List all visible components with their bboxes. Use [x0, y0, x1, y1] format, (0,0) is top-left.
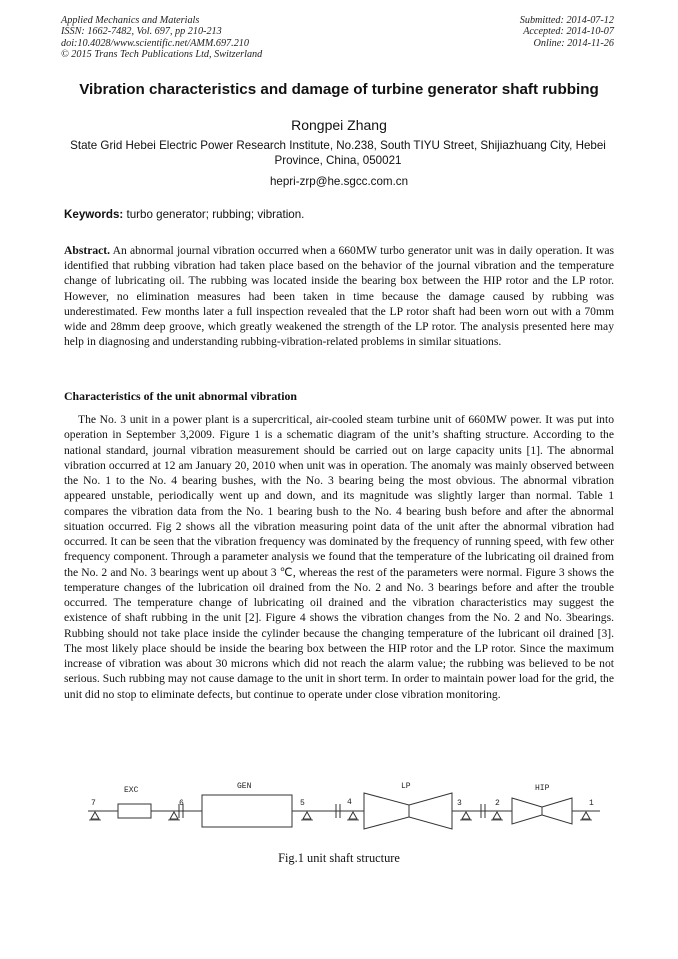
abstract-text: An abnormal journal vibration occurred when a 660MW turbo generator unit was in daily operation. It was identified that rubbing vibration had taken place based on the behavior of the journal vibration and the temperature change of lubricating oil. The rubbing was located inside the bearing box between the HIP rotor and the LP rotor. However, no elimination measures had been taken in time because the damage caused by rubbing was underestimated. Few months later a full inspection revealed that the LP rotor shaft had been worn out with a 70mm wide and 28mm deep groove, which greatly weakened the strength of the LP rotor. The analysis presented here may help in diagnosing and understanding rubbing-vibration-related problems in similar situations. [64, 244, 614, 349]
accepted-date: Accepted: 2014-10-07 [523, 26, 614, 38]
bearing-number: 1 [589, 799, 594, 808]
keywords-text: turbo generator; rubbing; vibration. [123, 208, 305, 221]
gen-rotor [202, 795, 292, 827]
abstract-label: Abstract. [64, 244, 111, 257]
body-paragraph: The No. 3 unit in a power plant is a supercritical, air-cooled steam turbine unit of 660MW power. It was put into operation in September 3,2009. Figure 1 is a schematic diagram of the unit’s shafting structure. According to the national standard, journal vibration measurement should be carried out on large capacity units [1]. The abnormal vibration occurred at 12 am January 20, 2010 when unit was in operation. The anomaly was mainly observed between the No. 1 to the No. 4 bearing bushes, with the No. 3 bearing being the most obvious. The abnormal vibration appeared unstable, periodically went up and down, and its magnitude was slightly larger than normal. Table 1 compares the vibration data from the No. 1 bearing bush to the No. 4 bearing bush before and after the abnormal situation occurred. Fig 2 shows all the vibration measuring point data of the unit after the abnormal vibration had occurred. It can be seen that the vibration frequency was dominated by the frequency of running speed, with few other frequency component. Through a parameter analysis we found that the temperature of the lubricating oil drained from the No. 2 and No. 3 bearings went up about 3 ℃, whereas the rest of the parameters were normal. Figure 3 shows the temperature changes of the lubrication oil drained from the No. 2 and No. 3 bearings before and after the trouble occurred. The temperature change of lubricating oil drained and the vibration characteristics may suggest the existence of shaft rubbing in the unit [2]. Figure 4 shows the vibration changes from the No. 2 and No. 3bearings. Rubbing should not take place inside the cylinder because the changing temperature of the lubricant oil drained [3]. The most likely place should be inside the bearing box between the HIP rotor and the LP rotor. Since the maximum increase of vibration was about 30 microns which did not reach the alarm value; the rubbing was believed to be not serious. Such rubbing may not cause damage to the unit in short term. In order to maintain power load for the grid, the unit did no stop to eliminate defects, but continue to operate under close vibration monitoring. [64, 413, 614, 701]
label-exc: EXC [124, 786, 139, 795]
journal-issn: ISSN: 1662-7482, Vol. 697, pp 210-213 [61, 26, 222, 38]
bearing-number: 4 [347, 798, 352, 807]
submitted-date: Submitted: 2014-07-12 [519, 15, 614, 26]
online-date: Online: 2014-11-26 [533, 37, 614, 49]
bearing-number: 2 [495, 799, 500, 808]
lp-rotor-right [409, 793, 452, 829]
bearing-2-icon [493, 812, 501, 819]
bearing-number: 7 [91, 799, 96, 808]
journal-doi: doi:10.4028/www.scientific.net/AMM.697.210 [61, 37, 249, 49]
bearing-3-icon [462, 812, 470, 819]
exc-rotor [118, 804, 151, 818]
bearing-6-icon [170, 812, 178, 819]
publication-dates [520, 15, 614, 49]
journal-header [61, 15, 262, 60]
author-affiliation: State Grid Hebei Electric Power Research Institute, No.238, South TIYU Street, Shijiazhuang City, Hebei Province, China, 050021 [70, 139, 606, 168]
keywords-label: Keywords: [64, 208, 124, 221]
bearing-5-icon [303, 812, 311, 819]
bearing-1-icon [582, 812, 590, 819]
bearing-7-icon [91, 812, 99, 819]
bearing-number: 3 [457, 799, 462, 808]
abstract [64, 243, 614, 349]
figure-caption: Fig.1 unit shaft structure [278, 851, 400, 865]
label-lp: LP [401, 782, 411, 791]
bearing-4-icon [349, 812, 357, 819]
author-name: Rongpei Zhang [291, 117, 387, 133]
journal-copyright: © 2015 Trans Tech Publications Ltd, Switzerland [61, 48, 263, 60]
hip-rotor-right [542, 798, 572, 824]
bearing-number: 5 [300, 799, 305, 808]
section-heading: Characteristics of the unit abnormal vibration [64, 389, 297, 403]
lp-rotor-left [364, 793, 409, 829]
paper-title: Vibration characteristics and damage of turbine generator shaft rubbing [79, 81, 599, 98]
journal-name: Applied Mechanics and Materials [61, 15, 200, 26]
label-gen: GEN [237, 782, 252, 791]
author-email: hepri-zrp@he.sgcc.com.cn [269, 175, 409, 188]
label-hip: HIP [535, 784, 550, 793]
bearing-number: 6 [179, 799, 184, 808]
keywords [64, 208, 304, 221]
shaft-structure-diagram [84, 778, 604, 848]
hip-rotor-left [512, 798, 542, 824]
